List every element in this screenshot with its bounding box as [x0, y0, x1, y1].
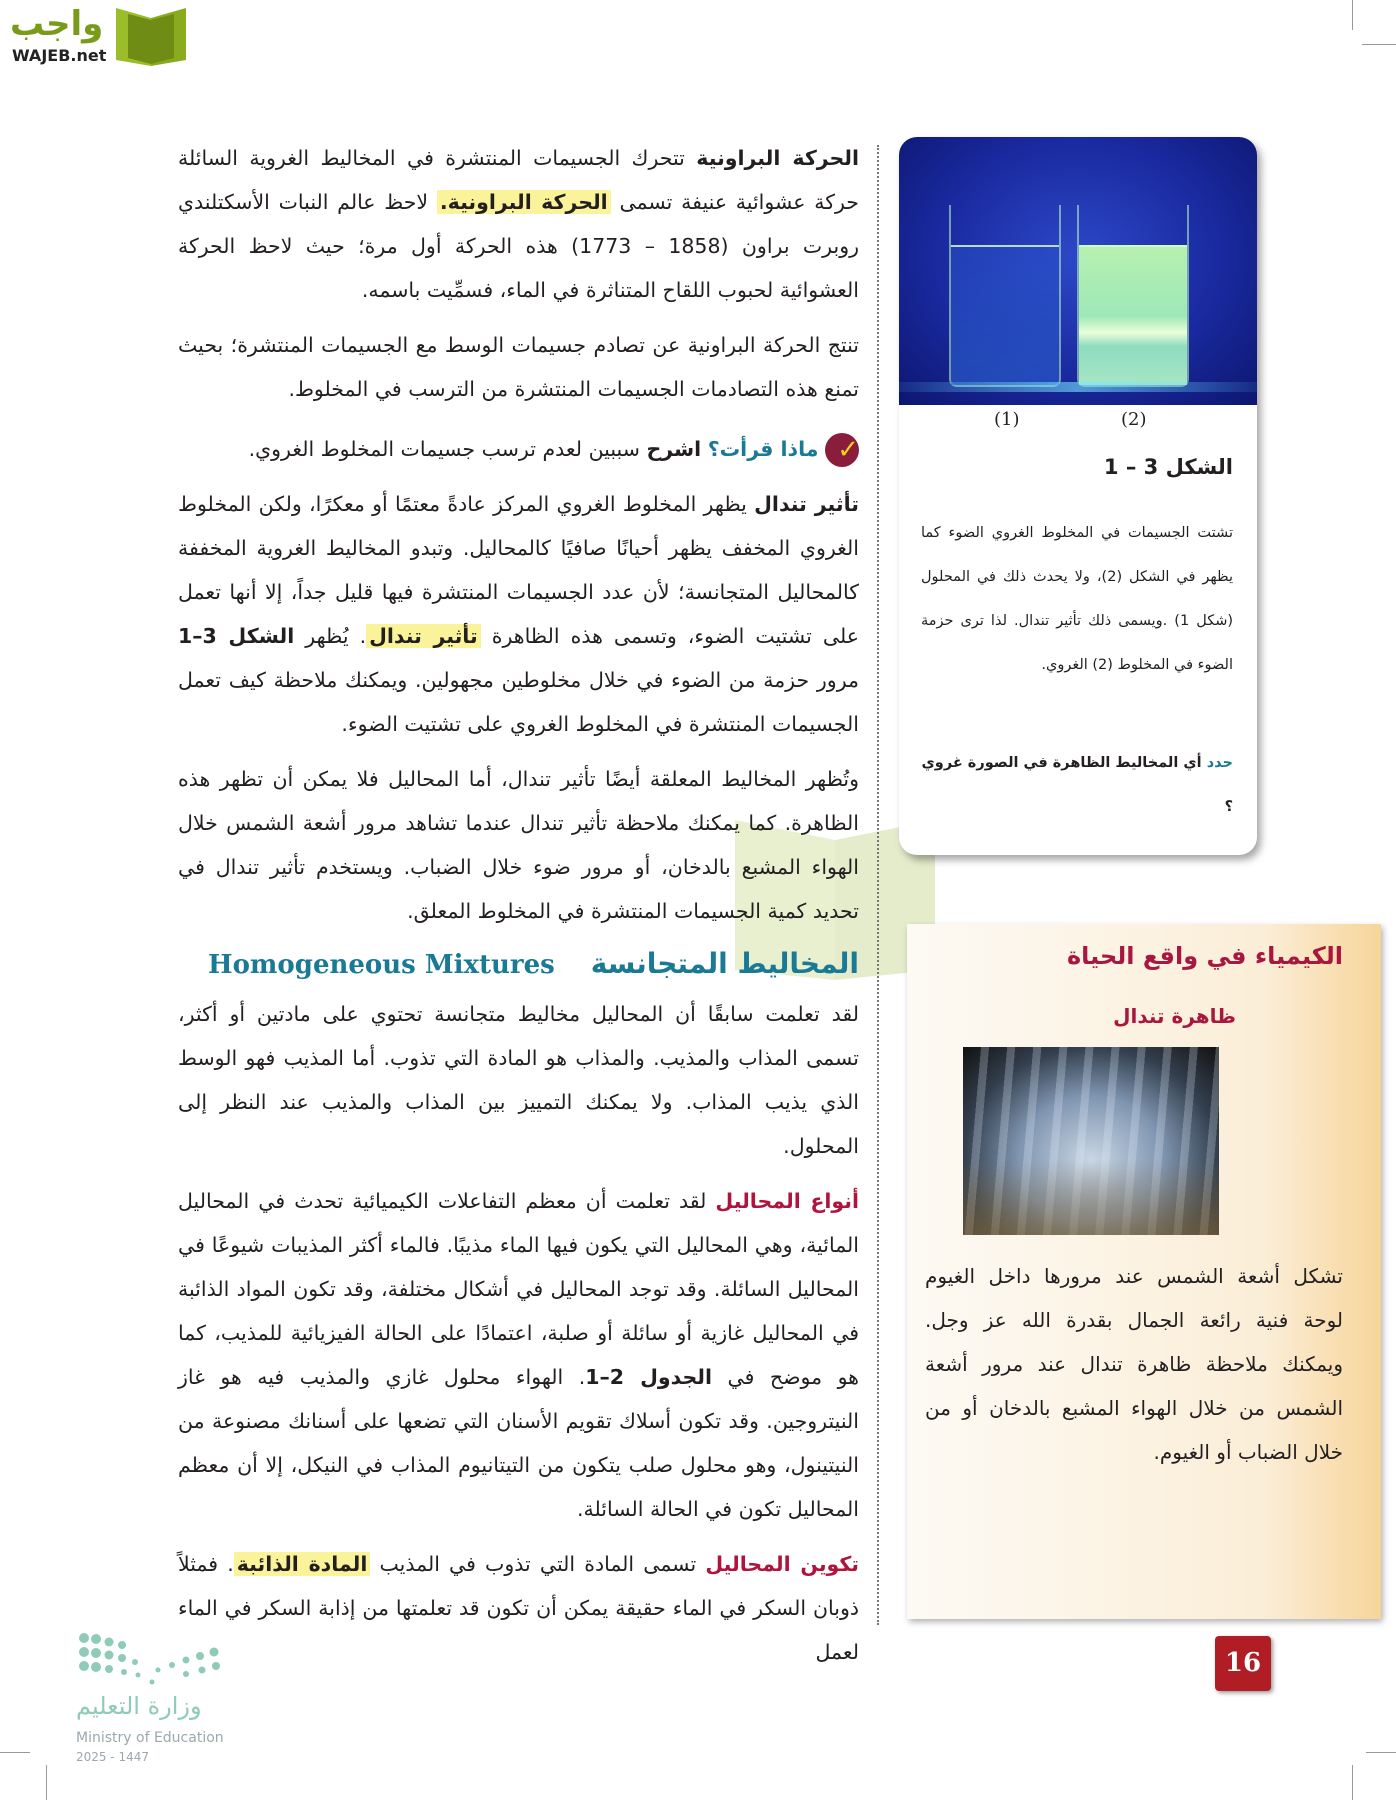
main-column — [178, 136, 859, 1685]
page-number: 16 — [1215, 1636, 1271, 1691]
beaker-solution — [949, 205, 1061, 387]
highlight-term: المادة الذائبة — [234, 1552, 371, 1576]
crop-mark — [1352, 0, 1353, 30]
crop-mark — [1366, 1752, 1396, 1753]
figure-label-2: (2) — [1121, 409, 1147, 430]
paragraph-text: مرور حزمة من الضوء في خلال مخلوطين مجهولين. ويمكنك ملاحظة كيف تعمل الجسيمات المنتشرة في المخلوط الغروي على تشتيت الضوء. — [178, 668, 859, 736]
reading-check-text: سببين لعدم ترسب جسيمات المخلوط الغروي. — [248, 437, 640, 461]
paragraph-text: . فمثلاً ذوبان السكر في الماء حقيقة يمكن أن تكون قد تعلمتها من إذابة السكر في الماء لعمل — [178, 1552, 859, 1664]
paragraph-brownian-motion — [178, 136, 859, 312]
figure-title: الشكل 3 – 1 — [1103, 455, 1233, 479]
paragraph-suspensions: وتُظهر المخاليط المعلقة أيضًا تأثير تندال، أما المحاليل فلا يمكن أن تظهر هذه الظاهرة. كما يمكنك ملاحظة تأثير تندال عندما تشاهد مرور أشعة الشمس خلال الهواء المشبع بالدخان، أو مرور ضوء خلال الضباب. ويستخدم تأثير تندال في تحديد كمية الجسيمات المنتشرة في المخلوط المعلق. — [178, 767, 859, 923]
chemistry-in-life-box — [907, 924, 1381, 1619]
logo-ar: واجب — [10, 4, 104, 44]
feature-subtitle: ظاهرة تندال — [1113, 1004, 1236, 1028]
ministry-name-ar: وزارة التعليم — [76, 1692, 202, 1720]
logo-en: WAJEB.net — [12, 46, 107, 65]
paragraph-solutions-intro: لقد تعلمت سابقًا أن المحاليل مخاليط متجانسة تحتوي على مادتين أو أكثر، تسمى المذاب والمذيب. والمذاب هو المادة التي تذوب. أما المذيب فهو الوسط الذي يذيب المذاب. ولا يمكنك التمييز بين المذاب والمذيب عند النظر إلى المحلول. — [178, 1002, 859, 1158]
figure-question-verb: حدد — [1206, 755, 1233, 771]
checkmark-icon: ✓ — [825, 433, 859, 467]
feature-text: تشكل أشعة الشمس عند مرورها داخل الغيوم لوحة فنية رائعة الجمال بقدرة الله عز وجل. ويمكنك ملاحظة ظاهرة تندال عند مرور أشعة الشمس من خلال الهواء المشبع بالدخان أو من خلال الضباب أو الغيوم. — [925, 1264, 1343, 1464]
figure-label-1: (1) — [994, 409, 1020, 430]
paragraph-text: . يُظهر — [305, 624, 367, 648]
ministry-year: 2025 - 1447 — [76, 1750, 150, 1764]
figure-question-text: أي المخاليط الظاهرة في الصورة غروي ؟ — [921, 755, 1233, 815]
ministry-dots-icon — [76, 1630, 246, 1690]
term-brownian-motion: الحركة البراونية — [696, 146, 859, 170]
crop-mark — [1352, 1765, 1353, 1800]
table-reference[interactable]: الجدول 2–1 — [585, 1365, 712, 1389]
reading-check-verb: اشرح — [646, 437, 702, 461]
paragraph-text: تتحرك الجسيمات المنتشرة في المخاليط الغروية السائلة حركة عشوائية عنيفة تسمى — [178, 146, 859, 214]
term-tyndall-effect: تأثير تندال — [754, 492, 859, 516]
feature-title: الكيمياء في واقع الحياة — [1067, 942, 1343, 970]
paragraph-collisions: تنتج الحركة البراونية عن تصادم جسيمات الوسط مع الجسيمات المنتشرة؛ بحيث تمنع هذه التصادمات الجسيمات المنتشرة من الترسب في المخلوط. — [178, 333, 859, 401]
figure-caption: تشتت الجسيمات في المخلوط الغروي الضوء كما يظهر في الشكل (2)، ولا يحدث ذلك في المحلول (شكل 1) .ويسمى ذلك تأثير تندال. لذا ترى حزمة الضوء في المخلوط (2) الغروي. — [921, 525, 1234, 673]
column-divider — [877, 145, 879, 1625]
beaker-colloid — [1077, 205, 1189, 387]
crop-mark — [46, 1765, 47, 1800]
paragraph-text: لقد تعلمت أن معظم التفاعلات الكيميائية تحدث في المحاليل المائية، وهي المحاليل التي يكون فيها الماء مذيبًا. فالماء أكثر المذيبات شيوعًا في المحاليل السائلة. وقد توجد المحاليل في أشكال مختلفة، وقد تكون المواد الذائبة في المحاليل غازية أو سائلة أو صلبة، اعتمادًا على الحالة الفيزيائية للمذيب، كما هو موضح في — [178, 1189, 859, 1389]
crop-mark — [1362, 44, 1396, 45]
open-book-icon — [108, 6, 194, 66]
paragraph-solution-types — [178, 1179, 859, 1531]
ministry-logo — [76, 1630, 256, 1780]
highlight-term: تأثير تندال — [366, 624, 481, 648]
figure-question — [921, 741, 1233, 829]
figure-card — [899, 137, 1257, 855]
term-solution-types: أنواع المحاليل — [715, 1189, 859, 1213]
term-solution-formation: تكوين المحاليل — [705, 1552, 860, 1576]
reading-check-label: ماذا قرأت؟ — [707, 437, 819, 461]
section-heading — [178, 947, 859, 980]
wajeb-logo — [8, 4, 193, 68]
figure-reference[interactable]: الشكل 3–1 — [178, 624, 295, 648]
reading-check — [178, 427, 859, 471]
section-heading-ar: المخاليط المتجانسة — [590, 947, 859, 980]
paragraph-tyndall-effect — [178, 482, 859, 746]
beakers-photo — [899, 137, 1257, 405]
paragraph-text: لاحظ عالم النبات الأسكتلندي روبرت براون (1858 – 1773) هذه الحركة أول مرة؛ حيث لاحظ الحركة العشوائية لحبوب اللقاح المتناثرة في الماء، فسمِّيت باسمه. — [178, 190, 860, 302]
crop-mark — [0, 1752, 30, 1753]
paragraph-text: يظهر المخلوط الغروي المركز عادةً معتمًا أو معكرًا، ولكن المخلوط الغروي المخفف يظهر أحيانًا صافيًا كالمحاليل. وتبدو المخاليط الغروية المخففة كالمحاليل المتجانسة؛ لأن عدد الجسيمات المنتشرة فيها قليل جداً، إلا أنها تعمل على تشتيت الضوء، وتسمى هذه الظاهرة — [178, 492, 859, 648]
sun-rays-clouds-photo — [963, 1047, 1219, 1235]
paragraph-solution-formation — [178, 1542, 859, 1674]
paragraph-text: . الهواء محلول غازي والمذيب فيه هو غاز النيتروجين. وقد تكون أسلاك تقويم الأسنان التي تضعها على أسنانك مصنوعة من النيتينول، وهو محلول صلب يتكون من التيتانيوم المذاب في النيكل، إلا أن معظم المحاليل تكون في الحالة السائلة. — [178, 1365, 859, 1521]
paragraph-text: تسمى المادة التي تذوب في المذيب — [379, 1552, 697, 1576]
highlight-term: الحركة البراونية. — [437, 190, 611, 214]
ministry-name-en: Ministry of Education — [76, 1730, 224, 1746]
section-heading-en: Homogeneous Mixtures — [208, 950, 555, 980]
